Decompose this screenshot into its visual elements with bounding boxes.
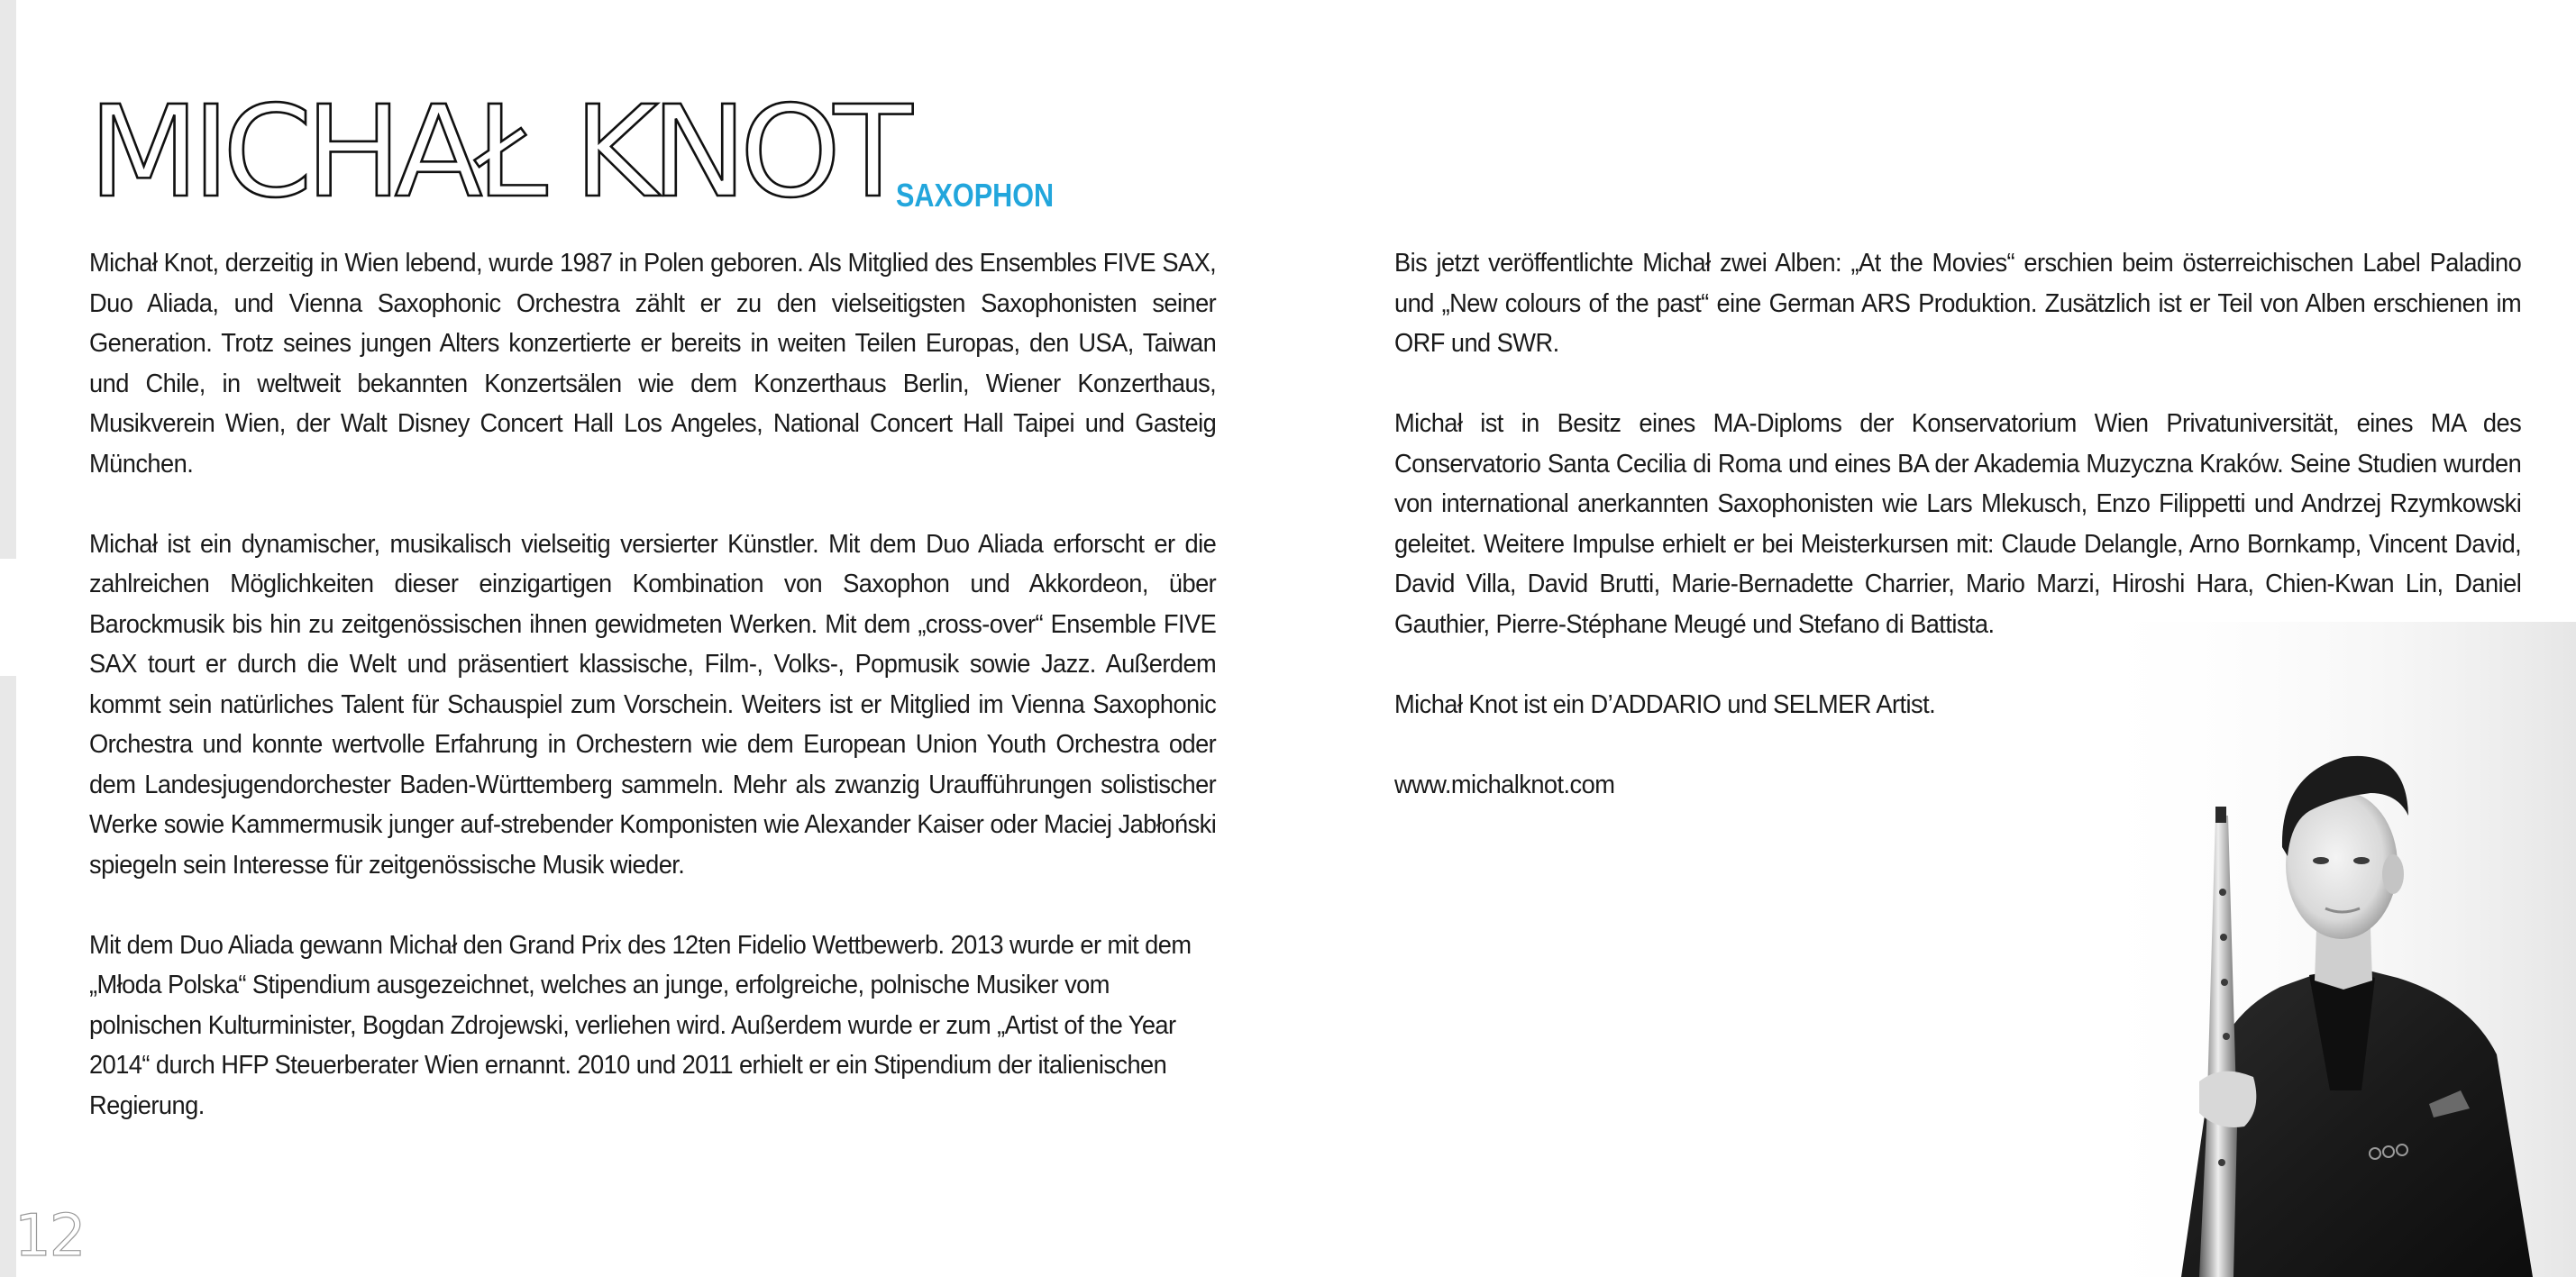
portrait-photo [2073, 622, 2576, 1277]
page-edge-strip-top [0, 0, 16, 559]
website-link[interactable]: www.michalknot.com [1394, 770, 1615, 799]
bio-paragraph: Michał Knot, derzeitig in Wien lebend, wurde 1987 in Polen geboren. Als Mitglied des Ensembles FIVE SAX, Duo Aliada, und Vienna Saxophonic Orchestra zählt er zu den vielseitigsten Saxophonisten seiner Generation. Trotz seines jungen Alters konzertierte er bereits in weiten Teilen Europas, den USA, Taiwan und Chile, in weltweit bekannten Konzertsälen wie dem Konzerthaus Berlin, Wiener Konzerthaus, Musikverein Wien, der Walt Disney Concert Hall Los Angeles, National Concert Hall Taipei und Gasteig München. [89, 249, 1217, 479]
page-number: 12 [14, 1203, 85, 1270]
instrument-label: SAXOPHON [896, 177, 1055, 214]
bio-paragraph: Mit dem Duo Aliada gewann Michał den Grand Prix des 12ten Fidelio Wettbewerb. 2013 wurde er mit dem „Młoda Polska“ Stipendium ausgezeichnet, welches an junge, erfolgreiche, polnische Musiker vom polnischen Kulturminister, Bogdan Zdrojewski, verliehen wird. Außerdem wurde er zum „Artist of the Year 2014“ durch HFP Steuerberater Wien ernannt. 2010 und 2011 erhielt er ein Stipendium der italienischen Regierung. [89, 930, 1192, 1120]
bio-paragraph: Michał ist ein dynamischer, musikalisch vielseitig versierter Künstler. Mit dem Duo Aliada erforscht er die zahlreichen Möglichkeiten dieser einzigartigen Kombination von Saxophon und Akkordeon, über Barockmusik bis hin zu zeitgenössischen ihnen gewidmeten Werken. Mit dem „cross-over“ Ensemble FIVE SAX tourt er durch die Welt und präsentiert klassische, Film-, Volks-, Popmusik sowie Jazz. Außerdem kommt sein natürliches Talent für Schauspiel zum Vorschein. Weiters ist er Mitglied im Vienna Saxophonic Orchestra und konnte wertvolle Erfahrung in Orchestern wie dem European Union Youth Orchestra oder dem Landesjugendorchester Baden-Württemberg sammeln. Mehr als zwanzig Uraufführungen solistischer Werke sowie Kammermusik junger auf-strebender Komponisten wie Alexander Kaiser oder Maciej Jabłoński spiegeln sein Interesse für zeitgenössische Musik wieder. [89, 529, 1217, 880]
page-edge-strip-bottom [0, 676, 16, 1277]
left-text-column [89, 243, 1216, 1166]
bio-paragraph: Michał ist in Besitz eines MA-Diploms der Konservatorium Wien Privatuniversität, eines MA des Conservatorio Santa Cecilia di Roma und eines BA der Akademia Muzyczna Kraków. Seine Studien wurden von international anerkannten Saxophonisten wie Lars Mlekusch, Enzo Filippetti und Andrzej Rzymkowski geleitet. Weitere Impulse erhielt er bei Meisterkursen mit: Claude Delangle, Arno Bornkamp, Vincent David, David Villa, David Brutti, Marie-Bernadette Charrier, Mario Marzi, Hiroshi Hara, Chien-Kwan Lin, Daniel Gauthier, Pierre-Stéphane Meugé und Stefano di Battista. [1394, 409, 2522, 639]
artist-name: MICHAŁ KNOT [88, 79, 906, 226]
bio-paragraph: Bis jetzt veröffentlichte Michał zwei Alben: „At the Movies“ erschien beim österreichischen Label Paladino und „New colours of the past“ eine German ARS Produktion. Zusätzlich ist er Teil von Alben erschienen im ORF und SWR. [1394, 249, 2522, 358]
artist-endorsement: Michał Knot ist ein D’ADDARIO und SELMER Artist. [1394, 689, 1936, 719]
page-title [88, 79, 1082, 226]
